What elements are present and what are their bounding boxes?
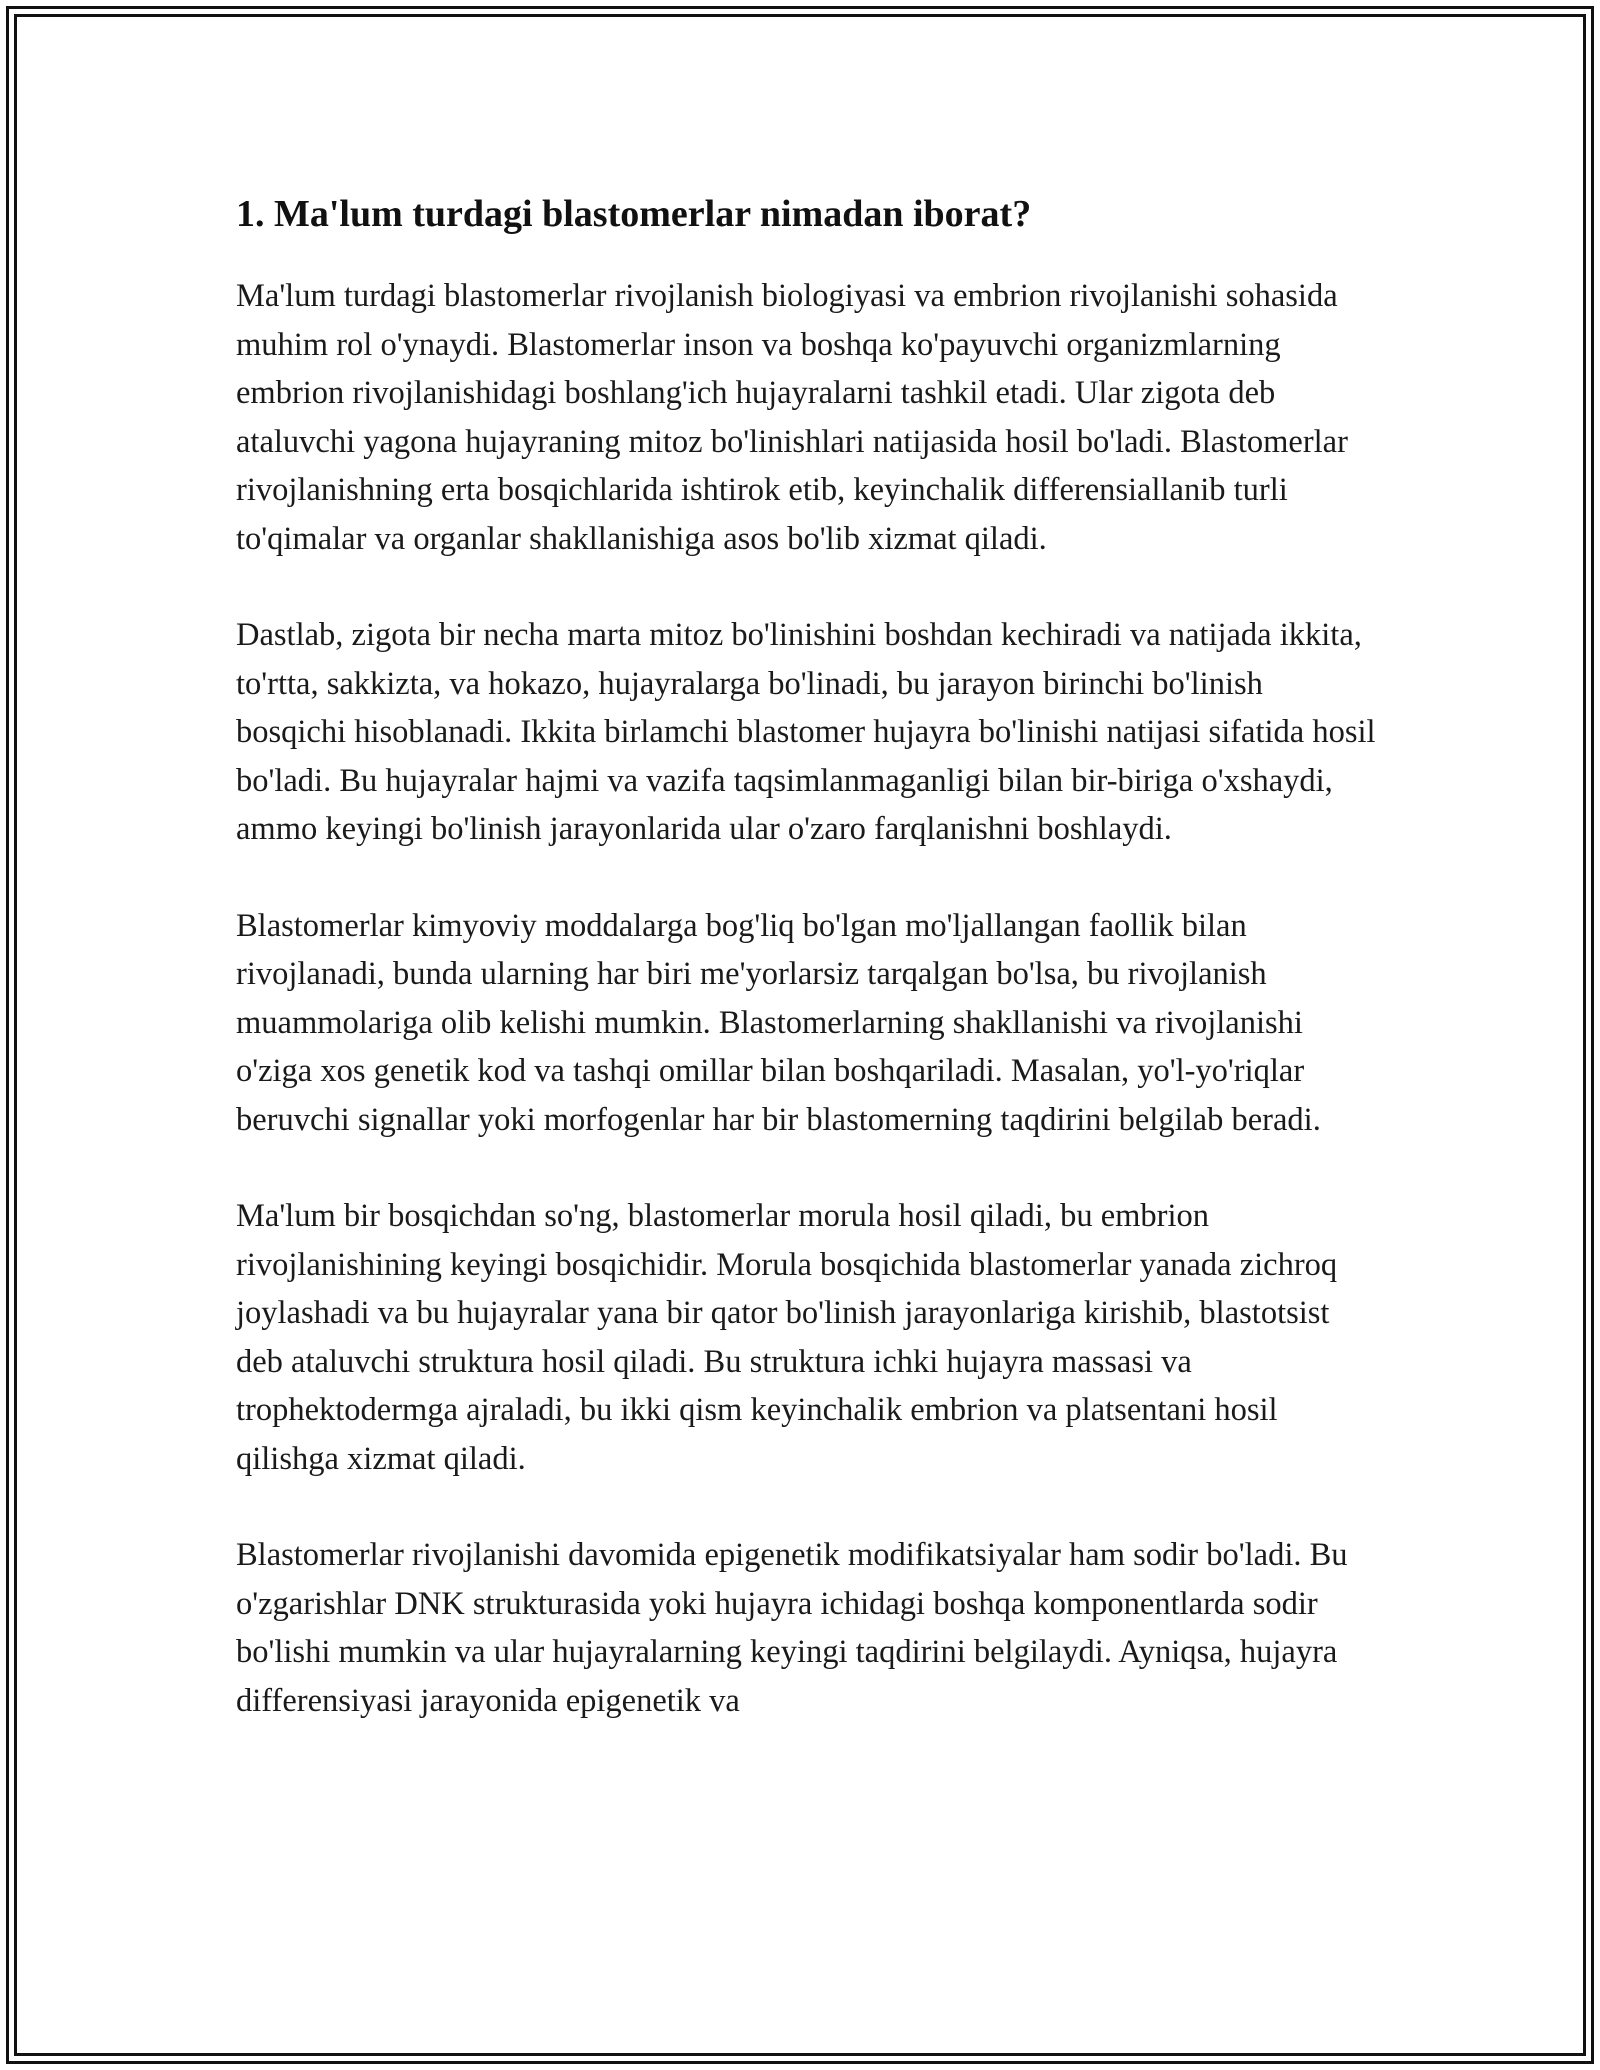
section-heading: 1. Ma'lum turdagi blastomerlar nimadan iborat? [236,193,1032,235]
paragraph-5: Blastomerlar rivojlanishi davomida epigenetik modifikatsiyalar ham sodir bo'ladi. Bu o'zgarishlar DNK strukturasida yoki hujayra ichidagi boshqa komponentlarda sodir bo'lishi mumkin va ular hujayralarning keyingi taqdirini belgilaydi. Ayniqsa, hujayra differensiyasi jarayonida epigenetik va [236,1537,1348,1719]
paragraph-2: Dastlab, zigota bir necha marta mitoz bo'linishini boshdan kechiradi va natijada ikkita, to'rtta, sakkizta, va hokazo, hujayralarga bo'linadi, bu jarayon birinchi bo'linish bosqichi hisoblanadi. Ikkita birlamchi blastomer hujayra bo'linishi natijasi sifatida hosil bo'ladi. Bu hujayralar hajmi va vazifa taqsimlanmaganligi bilan bir-biriga o'xshaydi, ammo keyingi bo'linish jarayonlarida ular o'zaro farqlanishni boshlaydi. [236,617,1376,847]
paragraph-4: Ma'lum bir bosqichdan so'ng, blastomerlar morula hosil qiladi, bu embrion rivojlanishining keyingi bosqichidir. Morula bosqichida blastomerlar yanada zichroq joylashadi va bu hujayralar yana bir qator bo'linish jarayonlariga kirishib, blastotsist deb ataluvchi struktura hosil qiladi. Bu struktura ichki hujayra massasi va trophektodermga ajraladi, bu ikki qism keyinchalik embrion va platsentani hosil qilishga xizmat qiladi. [236,1198,1338,1477]
paragraph-1: Ma'lum turdagi blastomerlar rivojlanish biologiyasi va embrion rivojlanishi sohasida muhim rol o'ynaydi. Blastomerlar inson va boshqa ko'payuvchi organizmlarning embrion rivojlanishidagi boshlang'ich hujayralarni tashkil etadi. Ular zigota deb ataluvchi yagona hujayraning mitoz bo'linishlari natijasida hosil bo'ladi. Blastomerlar rivojlanishning erta bosqichlarida ishtirok etib, keyinchalik differensiallanib turli to'qimalar va organlar shakllanishiga asos bo'lib xizmat qiladi. [236,278,1348,557]
paragraph-3: Blastomerlar kimyoviy moddalarga bog'liq bo'lgan mo'ljallangan faollik bilan rivojlanadi, bunda ularning har biri me'yorlarsiz tarqalgan bo'lsa, bu rivojlanish muammolariga olib kelishi mumkin. Blastomerlarning shakllanishi va rivojlanishi o'ziga xos genetik kod va tashqi omillar bilan boshqariladi. Masalan, yo'l-yo'riqlar beruvchi signallar yoki morfogenlar har bir blastomerning taqdirini belgilab beradi. [236,907,1321,1138]
document-body [236,188,1376,1773]
